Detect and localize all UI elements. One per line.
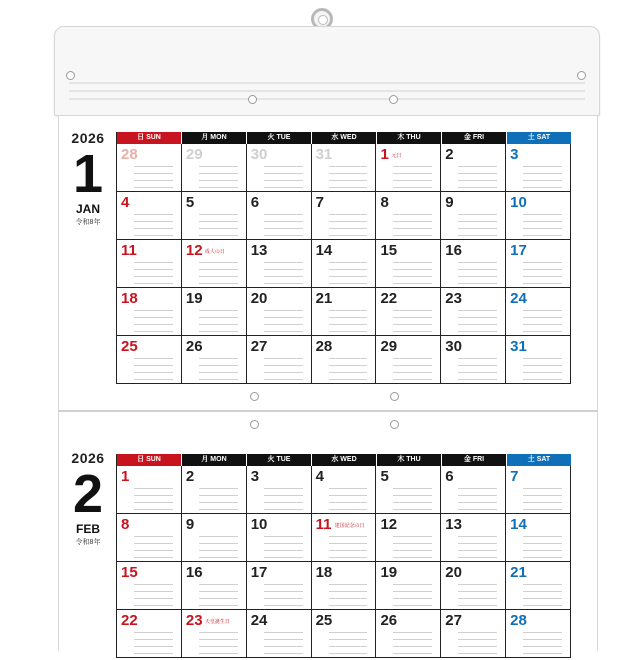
binding-hole-icon bbox=[577, 71, 586, 80]
memo-lines bbox=[393, 536, 432, 564]
weekday-header-row bbox=[117, 132, 571, 144]
memo-lines bbox=[458, 214, 497, 242]
weekday-header: 水 WED bbox=[312, 132, 377, 144]
memo-lines bbox=[199, 488, 238, 516]
binding-hole-icon bbox=[66, 71, 75, 80]
memo-lines bbox=[458, 310, 497, 338]
memo-lines bbox=[264, 166, 303, 194]
weekday-header: 日 SUN bbox=[117, 132, 182, 144]
day-cell[interactable] bbox=[117, 466, 182, 513]
weekday-header: 木 THU bbox=[377, 454, 442, 466]
month-name: JAN bbox=[75, 202, 100, 216]
memo-lines bbox=[523, 310, 562, 338]
day-cell[interactable] bbox=[182, 144, 247, 191]
day-number: 31 bbox=[510, 338, 527, 355]
day-cell[interactable] bbox=[247, 336, 312, 383]
day-cell[interactable] bbox=[117, 336, 182, 383]
day-number: 12 bbox=[380, 516, 398, 533]
day-number: 30 bbox=[445, 338, 462, 355]
memo-lines bbox=[458, 488, 497, 516]
day-number: 19 bbox=[185, 290, 203, 307]
day-number: 21 bbox=[510, 564, 527, 581]
day-number: 18 bbox=[315, 564, 333, 581]
memo-lines bbox=[264, 536, 303, 564]
memo-lines bbox=[458, 358, 497, 386]
memo-lines bbox=[134, 262, 173, 290]
day-number: 17 bbox=[250, 564, 268, 581]
memo-lines bbox=[458, 584, 497, 612]
day-number: 8 bbox=[380, 194, 389, 211]
day-cell[interactable] bbox=[506, 514, 571, 561]
day-cell[interactable] bbox=[506, 610, 571, 657]
day-cell[interactable] bbox=[182, 466, 247, 513]
day-cell[interactable] bbox=[117, 610, 182, 657]
binding-hole-icon bbox=[248, 95, 257, 104]
day-number: 20 bbox=[250, 290, 268, 307]
day-cell[interactable] bbox=[182, 514, 247, 561]
memo-lines bbox=[393, 632, 432, 660]
day-cell[interactable] bbox=[441, 610, 506, 657]
memo-lines bbox=[329, 488, 368, 516]
memo-lines bbox=[134, 584, 173, 612]
memo-lines bbox=[264, 262, 303, 290]
memo-lines bbox=[264, 358, 303, 386]
day-number: 23 bbox=[185, 612, 203, 629]
memo-lines bbox=[393, 488, 432, 516]
day-number: 10 bbox=[510, 194, 527, 211]
memo-lines bbox=[523, 214, 562, 242]
memo-lines bbox=[134, 632, 173, 660]
year-label: 2026 bbox=[71, 130, 105, 146]
weekday-header: 金 FRI bbox=[442, 132, 507, 144]
memo-lines bbox=[134, 166, 173, 194]
day-number: 4 bbox=[315, 468, 324, 485]
day-cell[interactable] bbox=[376, 514, 441, 561]
memo-lines bbox=[264, 214, 303, 242]
day-cell[interactable] bbox=[312, 336, 377, 383]
day-cell[interactable] bbox=[376, 336, 441, 383]
day-cell[interactable] bbox=[441, 240, 506, 287]
day-cell[interactable] bbox=[247, 514, 312, 561]
memo-lines bbox=[458, 536, 497, 564]
memo-lines bbox=[393, 358, 432, 386]
week-row bbox=[117, 610, 571, 658]
day-cell[interactable] bbox=[247, 466, 312, 513]
memo-lines bbox=[134, 358, 173, 386]
day-number: 15 bbox=[380, 242, 398, 259]
weekday-header: 日 SUN bbox=[117, 454, 182, 466]
memo-lines bbox=[199, 166, 238, 194]
day-cell[interactable] bbox=[182, 240, 247, 287]
day-cell[interactable] bbox=[247, 240, 312, 287]
week-row bbox=[117, 288, 571, 336]
sheet-hole-icon bbox=[250, 420, 259, 429]
day-number: 17 bbox=[510, 242, 527, 259]
memo-lines bbox=[134, 214, 173, 242]
day-cell[interactable] bbox=[506, 562, 571, 609]
day-number: 8 bbox=[121, 516, 130, 533]
day-number: 20 bbox=[445, 564, 462, 581]
week-row bbox=[117, 240, 571, 288]
month-number: 1 bbox=[72, 144, 104, 204]
day-number: 11 bbox=[315, 516, 332, 533]
month-sheet-february bbox=[58, 411, 598, 651]
day-number: 26 bbox=[185, 338, 203, 355]
memo-lines bbox=[393, 310, 432, 338]
memo-lines bbox=[523, 488, 562, 516]
holiday-label: 天皇誕生日 bbox=[204, 619, 230, 625]
day-number: 23 bbox=[445, 290, 462, 307]
day-number: 9 bbox=[445, 194, 454, 211]
week-row bbox=[117, 336, 571, 384]
sheet-hole-icon bbox=[390, 392, 399, 401]
era-label: 令和8年 bbox=[75, 539, 101, 546]
day-number: 26 bbox=[380, 612, 398, 629]
day-number: 6 bbox=[445, 468, 454, 485]
day-number: 12 bbox=[185, 242, 203, 259]
month-sheet-january bbox=[58, 116, 598, 411]
day-cell[interactable] bbox=[312, 240, 377, 287]
day-number: 22 bbox=[121, 612, 138, 629]
day-number: 1 bbox=[380, 146, 389, 163]
day-number: 10 bbox=[250, 516, 268, 533]
weekday-header: 金 FRI bbox=[442, 454, 507, 466]
memo-lines bbox=[523, 536, 562, 564]
memo-lines bbox=[458, 166, 497, 194]
memo-lines bbox=[199, 310, 238, 338]
day-number: 25 bbox=[121, 338, 138, 355]
memo-lines bbox=[134, 536, 173, 564]
memo-lines bbox=[199, 584, 238, 612]
day-number: 25 bbox=[315, 612, 333, 629]
memo-lines bbox=[264, 488, 303, 516]
day-number: 9 bbox=[185, 516, 195, 533]
day-number: 28 bbox=[510, 612, 527, 629]
day-cell[interactable] bbox=[441, 514, 506, 561]
month-grid bbox=[116, 454, 571, 658]
day-number: 16 bbox=[185, 564, 203, 581]
weekday-header-row bbox=[117, 454, 571, 466]
day-cell[interactable] bbox=[312, 144, 377, 191]
day-number: 29 bbox=[185, 146, 203, 163]
sheet-hole-icon bbox=[250, 392, 259, 401]
day-cell[interactable] bbox=[247, 288, 312, 335]
memo-lines bbox=[329, 214, 368, 242]
day-cell[interactable] bbox=[312, 562, 377, 609]
day-cell[interactable] bbox=[312, 514, 377, 561]
day-cell[interactable] bbox=[441, 144, 506, 191]
memo-lines bbox=[264, 584, 303, 612]
day-number: 18 bbox=[121, 290, 138, 307]
memo-lines bbox=[393, 214, 432, 242]
day-cell[interactable] bbox=[312, 288, 377, 335]
weekday-header: 土 SAT bbox=[507, 454, 571, 466]
day-number: 28 bbox=[121, 146, 138, 163]
day-cell[interactable] bbox=[441, 192, 506, 239]
day-cell[interactable] bbox=[247, 562, 312, 609]
holiday-label: 元日 bbox=[391, 153, 402, 159]
day-cell[interactable] bbox=[117, 562, 182, 609]
memo-lines bbox=[199, 536, 238, 564]
day-number: 27 bbox=[250, 338, 268, 355]
holiday-label: 建国記念の日 bbox=[334, 523, 365, 529]
day-number: 15 bbox=[121, 564, 138, 581]
weekday-header: 火 TUE bbox=[247, 132, 312, 144]
day-cell[interactable] bbox=[441, 466, 506, 513]
memo-lines bbox=[523, 632, 562, 660]
weekday-header: 火 TUE bbox=[247, 454, 312, 466]
memo-lines bbox=[393, 584, 432, 612]
day-number: 22 bbox=[380, 290, 398, 307]
day-cell[interactable] bbox=[441, 336, 506, 383]
month-label bbox=[59, 450, 117, 547]
day-cell[interactable] bbox=[182, 288, 247, 335]
day-cell[interactable] bbox=[117, 514, 182, 561]
day-cell[interactable] bbox=[376, 466, 441, 513]
day-cell[interactable] bbox=[312, 192, 377, 239]
day-cell[interactable] bbox=[117, 144, 182, 191]
day-number: 14 bbox=[315, 242, 333, 259]
day-number: 30 bbox=[250, 146, 268, 163]
week-row bbox=[117, 562, 571, 610]
weekday-header: 月 MON bbox=[182, 454, 247, 466]
sheet-hole-icon bbox=[390, 420, 399, 429]
day-number: 27 bbox=[445, 612, 462, 629]
day-number: 5 bbox=[380, 468, 389, 485]
memo-lines bbox=[134, 310, 173, 338]
memo-lines bbox=[329, 536, 368, 564]
day-number: 2 bbox=[445, 146, 454, 163]
day-number: 7 bbox=[315, 194, 324, 211]
weekday-header: 土 SAT bbox=[507, 132, 571, 144]
day-cell[interactable] bbox=[247, 610, 312, 657]
memo-lines bbox=[523, 358, 562, 386]
day-number: 13 bbox=[445, 516, 462, 533]
day-cell[interactable] bbox=[247, 144, 312, 191]
memo-lines bbox=[329, 262, 368, 290]
week-row bbox=[117, 192, 571, 240]
day-cell[interactable] bbox=[376, 562, 441, 609]
day-cell[interactable] bbox=[441, 562, 506, 609]
memo-lines bbox=[329, 632, 368, 660]
memo-lines bbox=[264, 310, 303, 338]
calendar-header-bar bbox=[54, 26, 600, 116]
week-row bbox=[117, 514, 571, 562]
day-number: 24 bbox=[510, 290, 527, 307]
day-cell[interactable] bbox=[182, 610, 247, 657]
day-cell[interactable] bbox=[182, 562, 247, 609]
day-cell[interactable] bbox=[117, 240, 182, 287]
day-number: 16 bbox=[445, 242, 462, 259]
year-label: 2026 bbox=[71, 450, 105, 466]
day-number: 29 bbox=[380, 338, 398, 355]
memo-lines bbox=[134, 488, 173, 516]
day-number: 7 bbox=[510, 468, 519, 485]
weekday-header: 木 THU bbox=[377, 132, 442, 144]
memo-lines bbox=[523, 262, 562, 290]
weekday-header: 水 WED bbox=[312, 454, 377, 466]
day-cell[interactable] bbox=[506, 336, 571, 383]
month-name: FEB bbox=[76, 522, 100, 536]
day-cell[interactable] bbox=[182, 336, 247, 383]
memo-lines bbox=[393, 262, 432, 290]
memo-lines bbox=[329, 358, 368, 386]
day-number: 11 bbox=[121, 242, 137, 259]
week-row bbox=[117, 466, 571, 514]
day-number: 6 bbox=[250, 194, 260, 211]
day-number: 24 bbox=[250, 612, 268, 629]
month-label bbox=[59, 130, 117, 227]
day-cell[interactable] bbox=[441, 288, 506, 335]
memo-lines bbox=[199, 214, 238, 242]
day-number: 19 bbox=[380, 564, 398, 581]
memo-lines bbox=[329, 310, 368, 338]
day-cell[interactable] bbox=[117, 192, 182, 239]
day-cell[interactable] bbox=[376, 288, 441, 335]
day-cell[interactable] bbox=[506, 240, 571, 287]
day-cell[interactable] bbox=[376, 240, 441, 287]
memo-lines bbox=[264, 632, 303, 660]
day-number: 28 bbox=[315, 338, 333, 355]
day-number: 2 bbox=[185, 468, 195, 485]
day-cell[interactable] bbox=[312, 466, 377, 513]
day-cell[interactable] bbox=[506, 144, 571, 191]
day-number: 14 bbox=[510, 516, 527, 533]
memo-lines bbox=[199, 358, 238, 386]
memo-lines bbox=[458, 262, 497, 290]
holiday-label: 成人の日 bbox=[204, 249, 225, 255]
day-cell[interactable] bbox=[117, 288, 182, 335]
binding-hole-icon bbox=[389, 95, 398, 104]
day-number: 21 bbox=[315, 290, 333, 307]
memo-lines bbox=[329, 584, 368, 612]
memo-lines bbox=[523, 166, 562, 194]
day-number: 31 bbox=[315, 146, 333, 163]
day-cell[interactable] bbox=[247, 192, 312, 239]
day-cell[interactable] bbox=[182, 192, 247, 239]
day-number: 3 bbox=[250, 468, 260, 485]
day-cell[interactable] bbox=[506, 192, 571, 239]
era-label: 令和8年 bbox=[75, 219, 101, 226]
weekday-header: 月 MON bbox=[182, 132, 247, 144]
day-cell[interactable] bbox=[376, 144, 441, 191]
day-number: 3 bbox=[510, 146, 519, 163]
memo-lines bbox=[523, 584, 562, 612]
memo-lines bbox=[393, 166, 432, 194]
memo-lines bbox=[199, 632, 238, 660]
day-number: 13 bbox=[250, 242, 268, 259]
memo-lines bbox=[458, 632, 497, 660]
day-cell[interactable] bbox=[312, 610, 377, 657]
day-cell[interactable] bbox=[506, 466, 571, 513]
memo-lines bbox=[329, 166, 368, 194]
day-cell[interactable] bbox=[376, 610, 441, 657]
month-number: 2 bbox=[72, 464, 104, 524]
day-number: 1 bbox=[121, 468, 130, 485]
day-cell[interactable] bbox=[506, 288, 571, 335]
week-row bbox=[117, 144, 571, 192]
day-cell[interactable] bbox=[376, 192, 441, 239]
month-grid bbox=[116, 132, 571, 384]
memo-lines bbox=[199, 262, 238, 290]
day-number: 5 bbox=[185, 194, 195, 211]
day-number: 4 bbox=[121, 194, 130, 211]
